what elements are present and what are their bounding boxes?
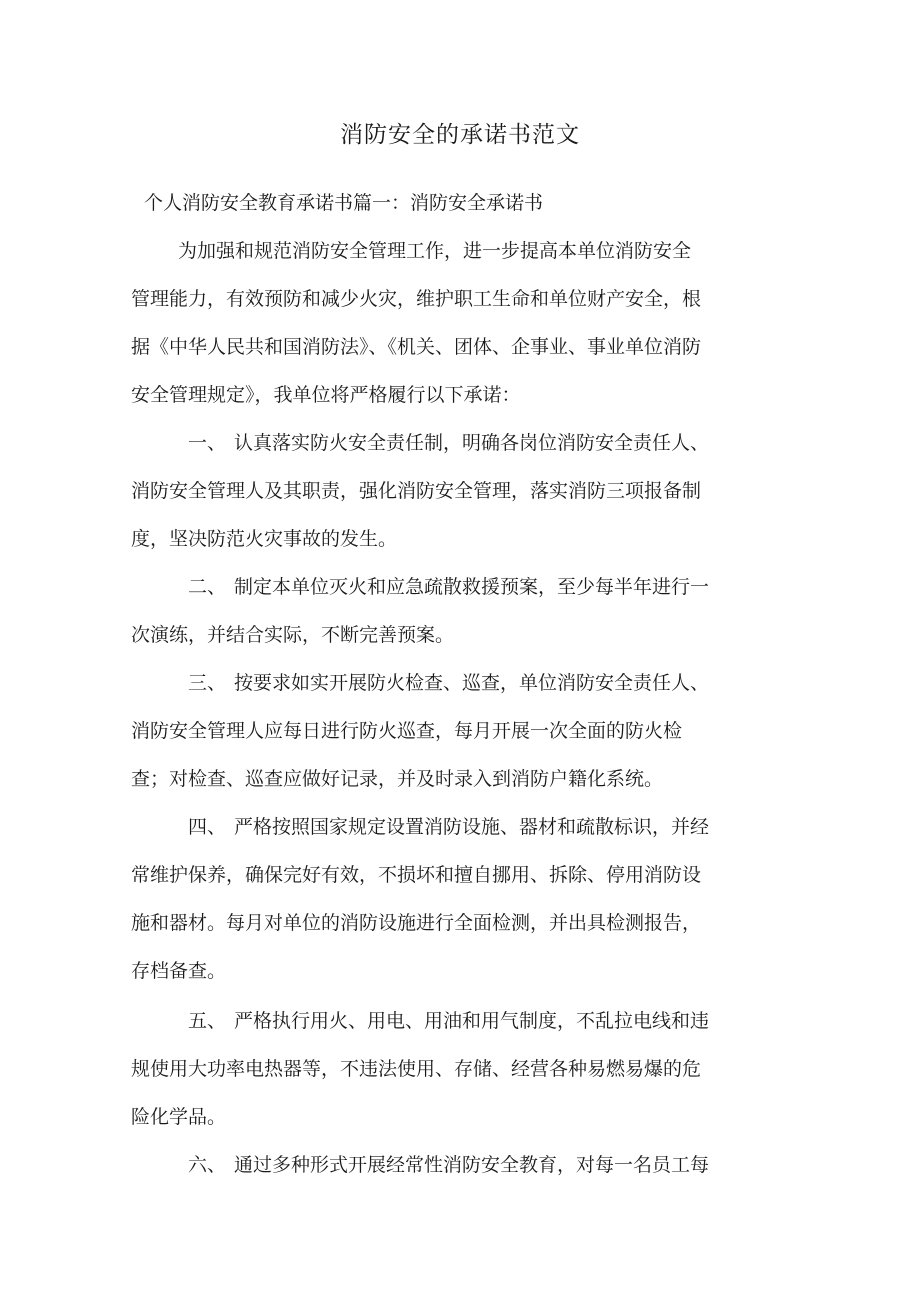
intro-line: 据《中华人民共和国消防法》、《机关、团体、企事业、事业单位消防 xyxy=(131,336,702,358)
item-first-line xyxy=(188,1150,709,1177)
item-line: 存档备查。 xyxy=(131,960,227,982)
document-title: 消防安全的承诺书范文 xyxy=(340,122,580,148)
intro-line: 安全管理规定》，我单位将严格履行以下承诺： xyxy=(131,384,521,406)
item-first-line xyxy=(188,572,709,599)
item-text: 通过多种形式开展经常性消防安全教育，对每一名员工每 xyxy=(234,1154,710,1176)
item-number: 五、 xyxy=(188,1010,227,1032)
item-first-line xyxy=(188,1006,709,1033)
item-number: 六、 xyxy=(188,1154,227,1176)
item-text: 严格执行用火、用电、用油和用气制度，不乱拉电线和违 xyxy=(234,1010,710,1032)
item-text: 认真落实防火安全责任制，明确各岗位消防安全责任人、 xyxy=(234,432,710,454)
item-text: 制定本单位灭火和应急疏散救援预案，至少每半年进行一 xyxy=(234,576,710,598)
item-line: 规使用大功率电热器等，不违法使用、存储、经营各种易燃易爆的危 xyxy=(131,1058,702,1080)
item-text: 严格按照国家规定设置消防设施、器材和疏散标识，并经 xyxy=(234,816,710,838)
item-line: 施和器材。每月对单位的消防设施进行全面检测，并出具检测报告， xyxy=(131,912,702,934)
item-first-line xyxy=(188,812,709,839)
item-text: 按要求如实开展防火检查、巡查，单位消防安全责任人、 xyxy=(234,672,710,694)
item-line: 次演练，并结合实际，不断完善预案。 xyxy=(131,624,455,646)
item-line: 度，坚决防范火灾事故的发生。 xyxy=(131,528,398,550)
item-number: 三、 xyxy=(188,672,227,694)
document-subtitle: 个人消防安全教育承诺书篇一：消防安全承诺书 xyxy=(144,192,544,214)
item-line: 险化学品。 xyxy=(131,1106,227,1128)
item-number: 二、 xyxy=(188,576,227,598)
item-number: 一、 xyxy=(188,432,227,454)
intro-line: 为加强和规范消防安全管理工作，进一步提高本单位消防安全 xyxy=(178,240,692,262)
item-first-line xyxy=(188,668,709,695)
item-first-line xyxy=(188,428,709,455)
item-line: 查；对检查、巡查应做好记录，并及时录入到消防户籍化系统。 xyxy=(131,768,664,790)
item-line: 常维护保养，确保完好有效，不损坏和擅自挪用、拆除、停用消防设 xyxy=(131,864,702,886)
item-line: 消防安全管理人应每日进行防火巡查，每月开展一次全面的防火检 xyxy=(131,720,683,742)
item-line: 消防安全管理人及其职责，强化消防安全管理，落实消防三项报备制 xyxy=(131,480,702,502)
intro-line: 管理能力，有效预防和减少火灾，维护职工生命和单位财产安全，根 xyxy=(131,288,702,310)
item-number: 四、 xyxy=(188,816,227,838)
